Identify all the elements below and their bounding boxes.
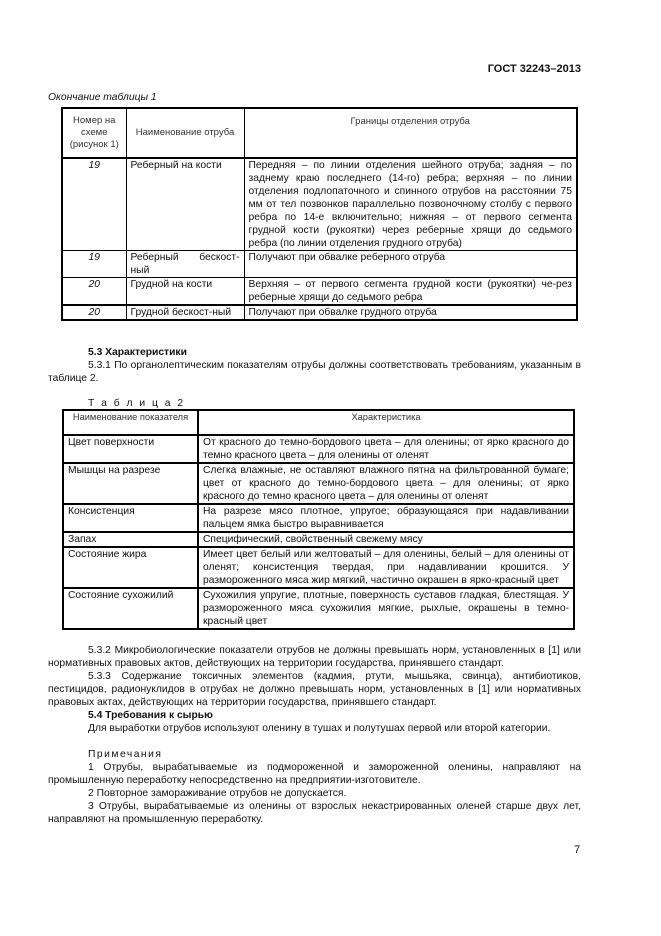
table-row [63, 463, 574, 504]
cell-num: 19 [62, 251, 126, 278]
table1-caption: Окончание таблицы 1 [48, 92, 157, 103]
section-heading: 5.3 Характеристики [88, 347, 187, 358]
cell-name: Состояние жира [63, 547, 198, 588]
document-id: ГОСТ 32243–2013 [487, 63, 581, 75]
column-header: Наименование отруба [126, 108, 244, 158]
notes-title: Примечания [88, 749, 163, 760]
cell-value: Имеет цвет белый или желтоватый – для оленины, белый – для оленины от оленят; консистенция твердая, при надавливании крошится. У размороженного мяса жир мягкий, частично окрашен в ярко-красный цвет [198, 547, 574, 588]
cell-num: 19 [62, 158, 126, 251]
cell-name: Консистенция [63, 504, 198, 532]
cell-name: Грудной на кости [126, 278, 244, 306]
table-row [62, 278, 577, 306]
note: 1 Отрубы, вырабатываемые из подмороженной и замороженной оленины, направляют на промышленную переработку непосредственно на предприятии-изготовителе. [48, 762, 581, 786]
cell-bounds: Передняя – по линии отделения шейного отруба; задняя – по заднему краю последнего (14-го) ребра; верхняя – по линии отделения подлопаточного и спинного отрубов на расстоянии 75 мм от тел позвонков параллельно позвоночному столбу с первого ребра по 14-е включительно; нижняя – от первого сегмента грудной кости (рукоятки) через реберные хрящи до седьмого ребра (по линии отделения грудного отруба) [244, 158, 577, 251]
table2-caption: Т а б л и ц а 2 [88, 398, 186, 409]
cell-value: Сухожилия упругие, плотные, поверхность суставов гладкая, блестящая. У размороженного мяса сухожилия мягкие, рыхлые, окрашены в темно-красный цвет [198, 588, 574, 629]
note: 3 Отрубы, вырабатываемые из оленины от взрослых некастрированных оленей старше двух лет, направляют на промышленную переработку. [48, 801, 581, 825]
paragraph: 5.3.3 Содержание токсичных элементов (кадмия, ртути, мышьяка, свинца), антибиотиков, пестицидов, радионуклидов в отрубах не должно превышать норм, установленных в [1] или нормативных правовых актах, действующих на территории государства, принявшего стандарт. [48, 671, 581, 708]
table-header-row [63, 410, 574, 435]
table-2 [62, 409, 575, 630]
column-header: Номер на схеме (рисунок 1) [62, 108, 126, 158]
table-row [63, 504, 574, 532]
cell-value: От красного до темно-бордового цвета – для оленины; от ярко красного до темно красного цвета – для оленины от оленят [198, 435, 574, 463]
cell-num: 20 [62, 305, 126, 320]
table-row [62, 305, 577, 320]
cell-value: Специфический, свойственный свежему мясу [198, 532, 574, 547]
column-header: Характеристика [198, 410, 574, 435]
cell-name: Реберный бескост-ный [126, 251, 244, 278]
page-number: 7 [574, 844, 581, 856]
cell-num: 20 [62, 278, 126, 306]
section-heading: 5.4 Требования к сырью [88, 710, 213, 721]
table-row [63, 435, 574, 463]
cell-name: Цвет поверхности [63, 435, 198, 463]
cell-bounds: Получают при обвалке грудного отруба [244, 305, 577, 320]
table-row [62, 251, 577, 278]
table-row [63, 532, 574, 547]
cell-value: На разрезе мясо плотное, упругое; образующаяся при надавливании пальцем ямка быстро выравнивается [198, 504, 574, 532]
cell-value: Слегка влажные, не оставляют влажного пятна на фильтрованной бумаге; цвет от красного до темно-бордового цвета – для оленины; от ярко красного до темно красного цвета – для оленины от оленят [198, 463, 574, 504]
cell-bounds: Верхняя – от первого сегмента грудной кости (рукоятки) че-рез реберные хрящи до седьмого ребра [244, 278, 577, 306]
cell-name: Реберный на кости [126, 158, 244, 251]
table-1 [61, 107, 578, 321]
cell-name: Мышцы на разрезе [63, 463, 198, 504]
table-row [62, 158, 577, 251]
cell-name: Состояние сухожилий [63, 588, 198, 629]
column-header: Границы отделения отруба [244, 108, 577, 158]
paragraph: 5.3.2 Микробиологические показатели отрубов не должны превышать норм, установленных в [1] или нормативных правовых актов, действующих на территории государства, принявшего стандарт. [48, 645, 581, 669]
note: 2 Повторное замораживание отрубов не допускается. [88, 788, 347, 799]
cell-name: Грудной бескост-ный [126, 305, 244, 320]
column-header: Наименование показателя [63, 410, 198, 435]
paragraph: 5.3.1 По органолептическим показателям отрубы должны соответствовать требованиям, указанным в таблице 2. [48, 360, 581, 384]
paragraph: Для выработки отрубов используют оленину в тушах и полутушах первой или второй категории. [88, 723, 551, 734]
cell-bounds: Получают при обвалке реберного отруба [244, 251, 577, 278]
table-row [63, 588, 574, 629]
table-header-row [62, 108, 577, 158]
table-row [63, 547, 574, 588]
cell-name: Запах [63, 532, 198, 547]
